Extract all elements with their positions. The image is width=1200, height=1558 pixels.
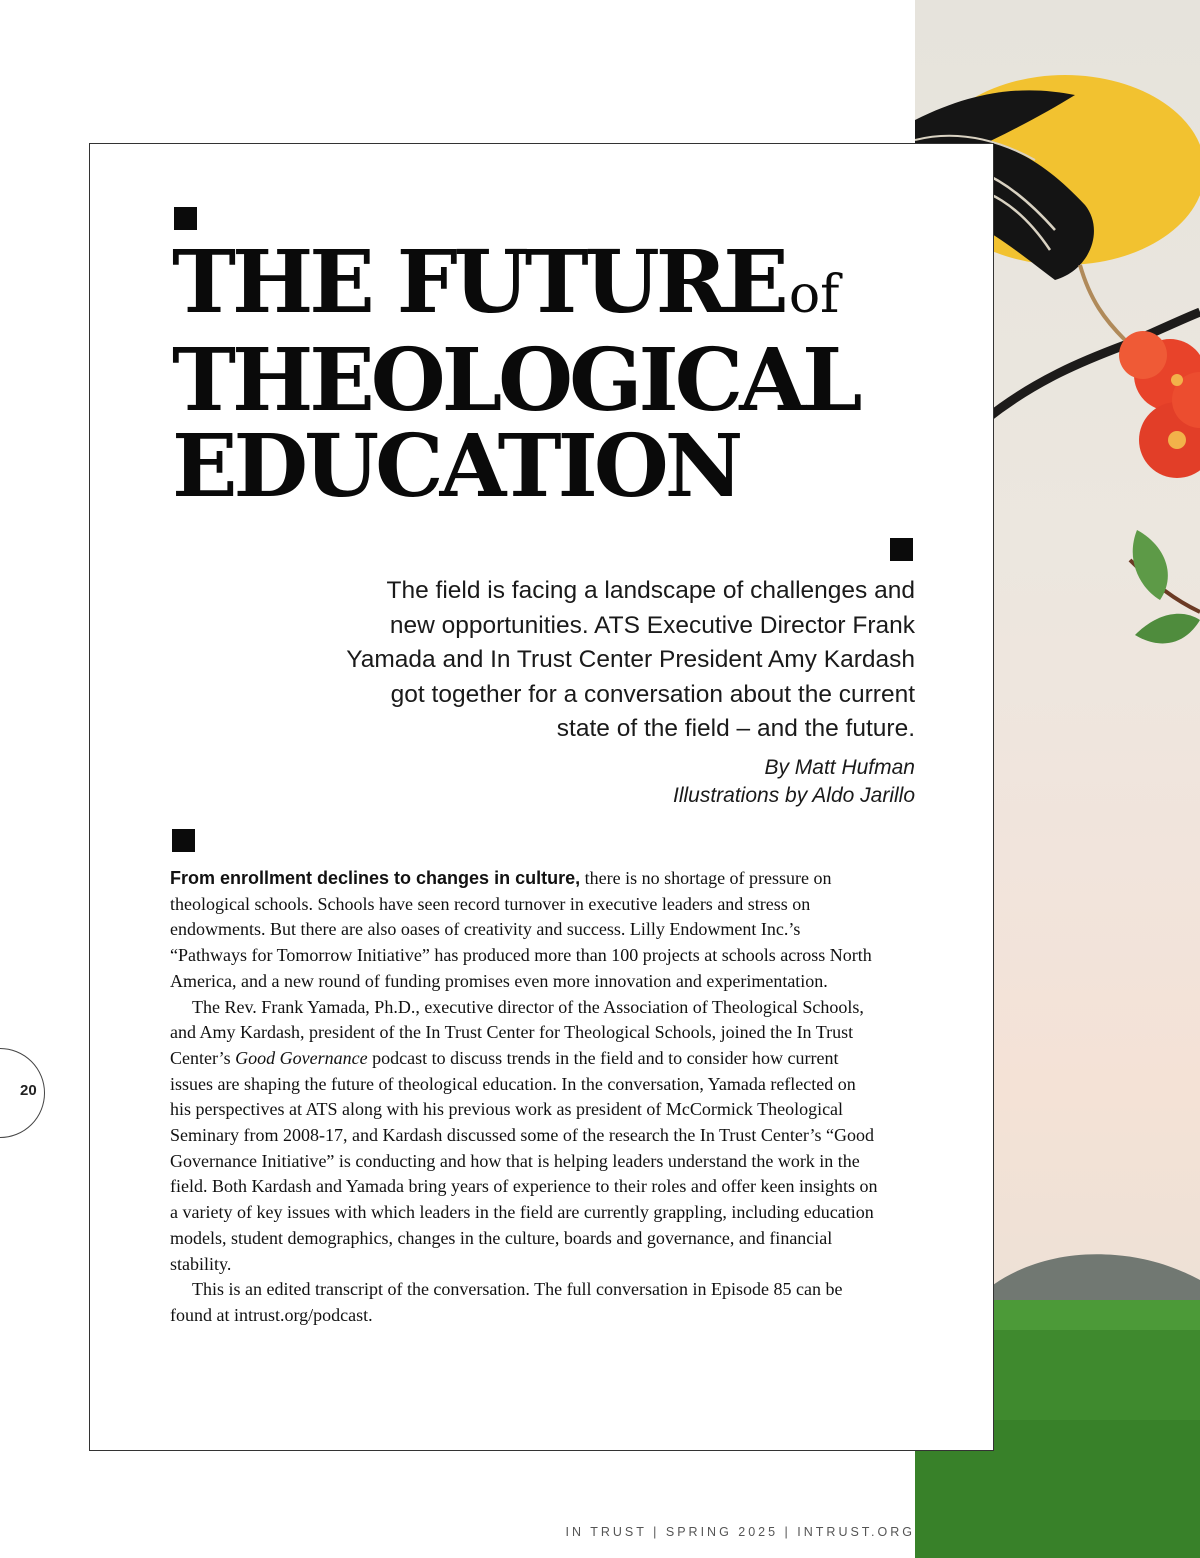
byline [390, 754, 915, 810]
flower-cluster [1119, 331, 1200, 478]
article-deck: The field is facing a landscape of challenges and new opportunities. ATS Executive Director Frank Yamada and In Trust Center President Amy Kardash got together for a conversation about the current state of the field – and the future. [346, 577, 915, 742]
square-marker-top [174, 207, 197, 230]
body-paragraph-2: The Rev. Frank Yamada, Ph.D., executive director of the Association of Theological Schools, and Amy Kardash, president of the In Trust Center for Theological Schools, joined the In Trust Center’s Good Governance podcast to discuss trends in the field and to consider how current issues are shaping the future of theological education. In the conversation, Yamada reflected on his perspectives at ATS along with his previous work as president of McCormick Theological Seminary from 2008-17, and Kardash discussed some of the research the In Trust Center’s “Good Governance Initiative” is conducting and how that is helping leaders understand the work in the field. Both Kardash and Yamada bring years of experience to their roles and offer keen insights on a variety of key issues with which leaders in the field are currently grappling, including education models, student demographics, changes in the culture, boards and governance, and financial stability. [170, 996, 878, 1274]
leaf [1133, 530, 1168, 600]
square-marker-body [172, 829, 195, 852]
leaf [1135, 614, 1200, 644]
square-marker-mid [890, 538, 913, 561]
title-line-2: THEOLOGICAL [172, 330, 859, 431]
lead-in: From enrollment declines to changes in culture, [170, 868, 581, 888]
byline-author: By Matt Hufman [764, 756, 915, 779]
article-body [170, 866, 880, 1329]
title-of: of [788, 265, 840, 325]
byline-illustrator: Illustrations by Aldo Jarillo [673, 784, 915, 807]
body-paragraph-3: This is an edited transcript of the conversation. The full conversation in Episode 85 can be found at intrust.org/podcast. [170, 1279, 843, 1325]
page-number: 20 [20, 1082, 37, 1099]
podcast-name: Good Governance [235, 1047, 368, 1068]
article-title [172, 232, 972, 517]
body-paragraph-1 [170, 866, 880, 995]
article-card [89, 143, 994, 1451]
title-line-1: THE FUTURE [172, 232, 785, 333]
body-paragraph-1-text: there is no shortage of pressure on theological schools. Schools have seen record turnover in executive leaders and stress on endowments. But there are also oases of creativity and success. Lilly Endowment Inc.’s “Pathways for Tomorrow Initiative” has produced more than 100 projects at schools across North America, and a new round of funding promises even more innovation and experimentation. [170, 868, 872, 991]
title-line-3: EDUCATION [172, 416, 740, 517]
page-footer: IN TRUST | SPRING 2025 | INTRUST.ORG [565, 1525, 915, 1539]
